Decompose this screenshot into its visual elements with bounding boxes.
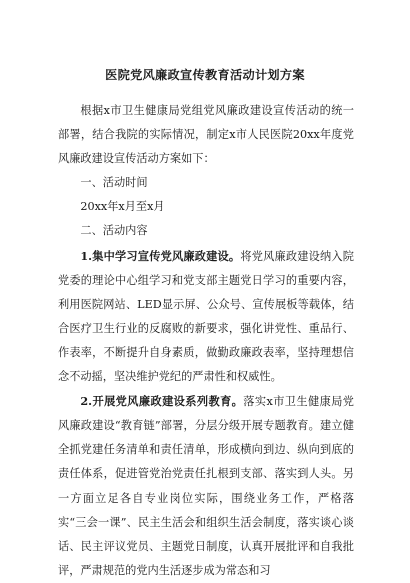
item1-heading: 1.集中学习宣传党风廉政建设。 <box>80 248 241 263</box>
section1-content: 20xx年x月至x月 <box>80 200 165 214</box>
section2-heading: 二、活动内容 <box>80 224 148 238</box>
item2-paragraph <box>58 389 354 583</box>
document-body <box>58 99 354 583</box>
section1-heading: 一、活动时间 <box>80 176 148 190</box>
document-title: 医院党风廉政宣传教育活动计划方案 <box>105 68 305 82</box>
intro-paragraph: 根据x市卫生健康局党组党风廉政建设宣传活动的统一部署，结合我院的实际情况，制定x市人民医院20xx年度党风廉政建设宣传活动方案如下： <box>58 104 354 166</box>
item1-text: 将党风廉政建设纳入院党委的理论中心组学习和党支部主题党日学习的重要内容，利用医院网站、LED显示屏、公众号、宣传展板等载体，结合医疗卫生行业的反腐败的新要求，强化讲党性、重品行、作表率，不断提升自身素质，做勤政廉政表率，坚持理想信念不动摇，坚决维护党纪的严肃性和权威性。 <box>58 249 354 384</box>
item1-paragraph <box>58 244 354 390</box>
item2-text: 落实x市卫生健康局党风廉政建设“教育链”部署，分层分级开展专题教育。建立健全抓党建任务清单和责任清单，形成横向到边、纵向到底的责任体系，促进管党治党责任扎根到支部、落实到人头。另一方面立足各自专业岗位实际，围绕业务工作，严格落实“三会一课”、民主生活会和组织生活会制度，落实谈心谈话、民主评议党员、主题党日制度，认真开展批评和自我批评，严肃规范的党内生活逐步成为常态和习 <box>58 395 354 577</box>
item2-heading: 2.开展党风廉政建设系列教育。 <box>80 394 244 409</box>
